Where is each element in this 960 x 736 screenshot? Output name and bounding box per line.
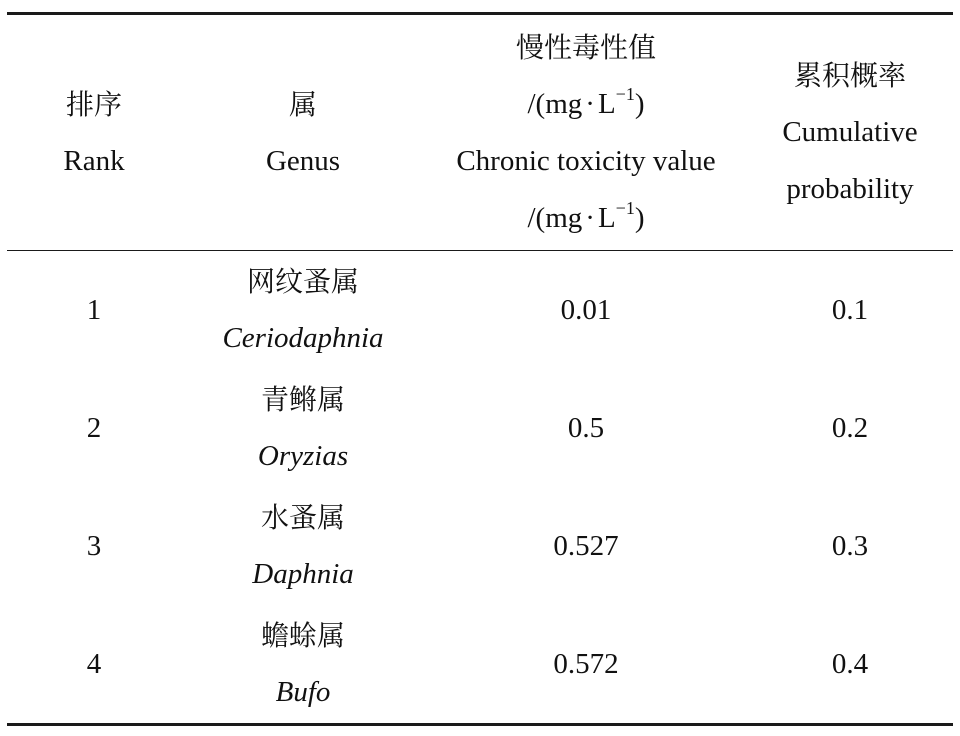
value-cell: 0.5 bbox=[567, 411, 605, 444]
header-cumulative-en-2: probability bbox=[786, 173, 914, 205]
rank-cell: 1 bbox=[86, 293, 102, 326]
genus-cell bbox=[181, 371, 425, 485]
header-chronic-en: Chronic toxicity value bbox=[456, 144, 716, 177]
genus-cell bbox=[181, 489, 425, 603]
rank-cell: 2 bbox=[86, 411, 102, 444]
value-cell: 0.572 bbox=[553, 647, 619, 680]
genus-cell bbox=[181, 607, 425, 721]
bottom-rule bbox=[7, 723, 953, 726]
unit-dot: · bbox=[585, 201, 595, 234]
unit-prefix: /(mg bbox=[527, 201, 583, 234]
header-cumulative bbox=[747, 47, 953, 218]
header-rank bbox=[7, 76, 181, 190]
unit-suffix: ) bbox=[634, 201, 645, 234]
unit-sup: −1 bbox=[615, 83, 635, 104]
header-genus-en: Genus bbox=[265, 144, 341, 177]
value-cell: 0.01 bbox=[560, 293, 612, 326]
table-row bbox=[7, 605, 953, 723]
header-rank-en: Rank bbox=[63, 144, 125, 177]
header-chronic-unit-1 bbox=[425, 76, 747, 133]
header-genus bbox=[181, 76, 425, 190]
header-genus-cn: 属 bbox=[288, 87, 317, 121]
header-chronic-unit-2 bbox=[425, 190, 747, 247]
rank-cell: 4 bbox=[86, 647, 102, 680]
header-cumulative-en-1: Cumulative bbox=[782, 116, 918, 148]
unit-suffix: ) bbox=[634, 87, 645, 120]
header-chronic bbox=[425, 19, 747, 247]
toxicity-table bbox=[7, 12, 953, 726]
header-chronic-cn: 慢性毒性值 bbox=[515, 30, 656, 64]
unit-l: L bbox=[597, 201, 616, 234]
genus-latin: Oryzias bbox=[257, 440, 349, 472]
unit-dot: · bbox=[585, 87, 595, 120]
header-rank-cn: 排序 bbox=[65, 87, 122, 121]
probability-cell: 0.1 bbox=[831, 293, 869, 326]
probability-cell: 0.3 bbox=[831, 529, 869, 562]
probability-cell: 0.2 bbox=[831, 411, 869, 444]
genus-latin: Daphnia bbox=[252, 558, 354, 590]
unit-prefix: /(mg bbox=[527, 87, 583, 120]
header-row bbox=[7, 15, 953, 250]
value-cell: 0.527 bbox=[553, 529, 619, 562]
genus-cn: 网纹蚤属 bbox=[246, 265, 359, 298]
table-row bbox=[7, 251, 953, 369]
table-row bbox=[7, 487, 953, 605]
table-row bbox=[7, 369, 953, 487]
unit-l: L bbox=[597, 87, 616, 120]
probability-cell: 0.4 bbox=[831, 647, 869, 680]
genus-cell bbox=[181, 253, 425, 367]
genus-cn: 水蚤属 bbox=[260, 501, 345, 534]
header-cumulative-cn: 累积概率 bbox=[793, 59, 906, 92]
genus-cn: 蟾蜍属 bbox=[260, 619, 345, 652]
genus-latin: Bufo bbox=[275, 676, 331, 708]
unit-sup: −1 bbox=[615, 197, 635, 218]
genus-latin: Ceriodaphnia bbox=[222, 322, 384, 354]
genus-cn: 青鳉属 bbox=[260, 383, 345, 416]
rank-cell: 3 bbox=[86, 529, 102, 562]
